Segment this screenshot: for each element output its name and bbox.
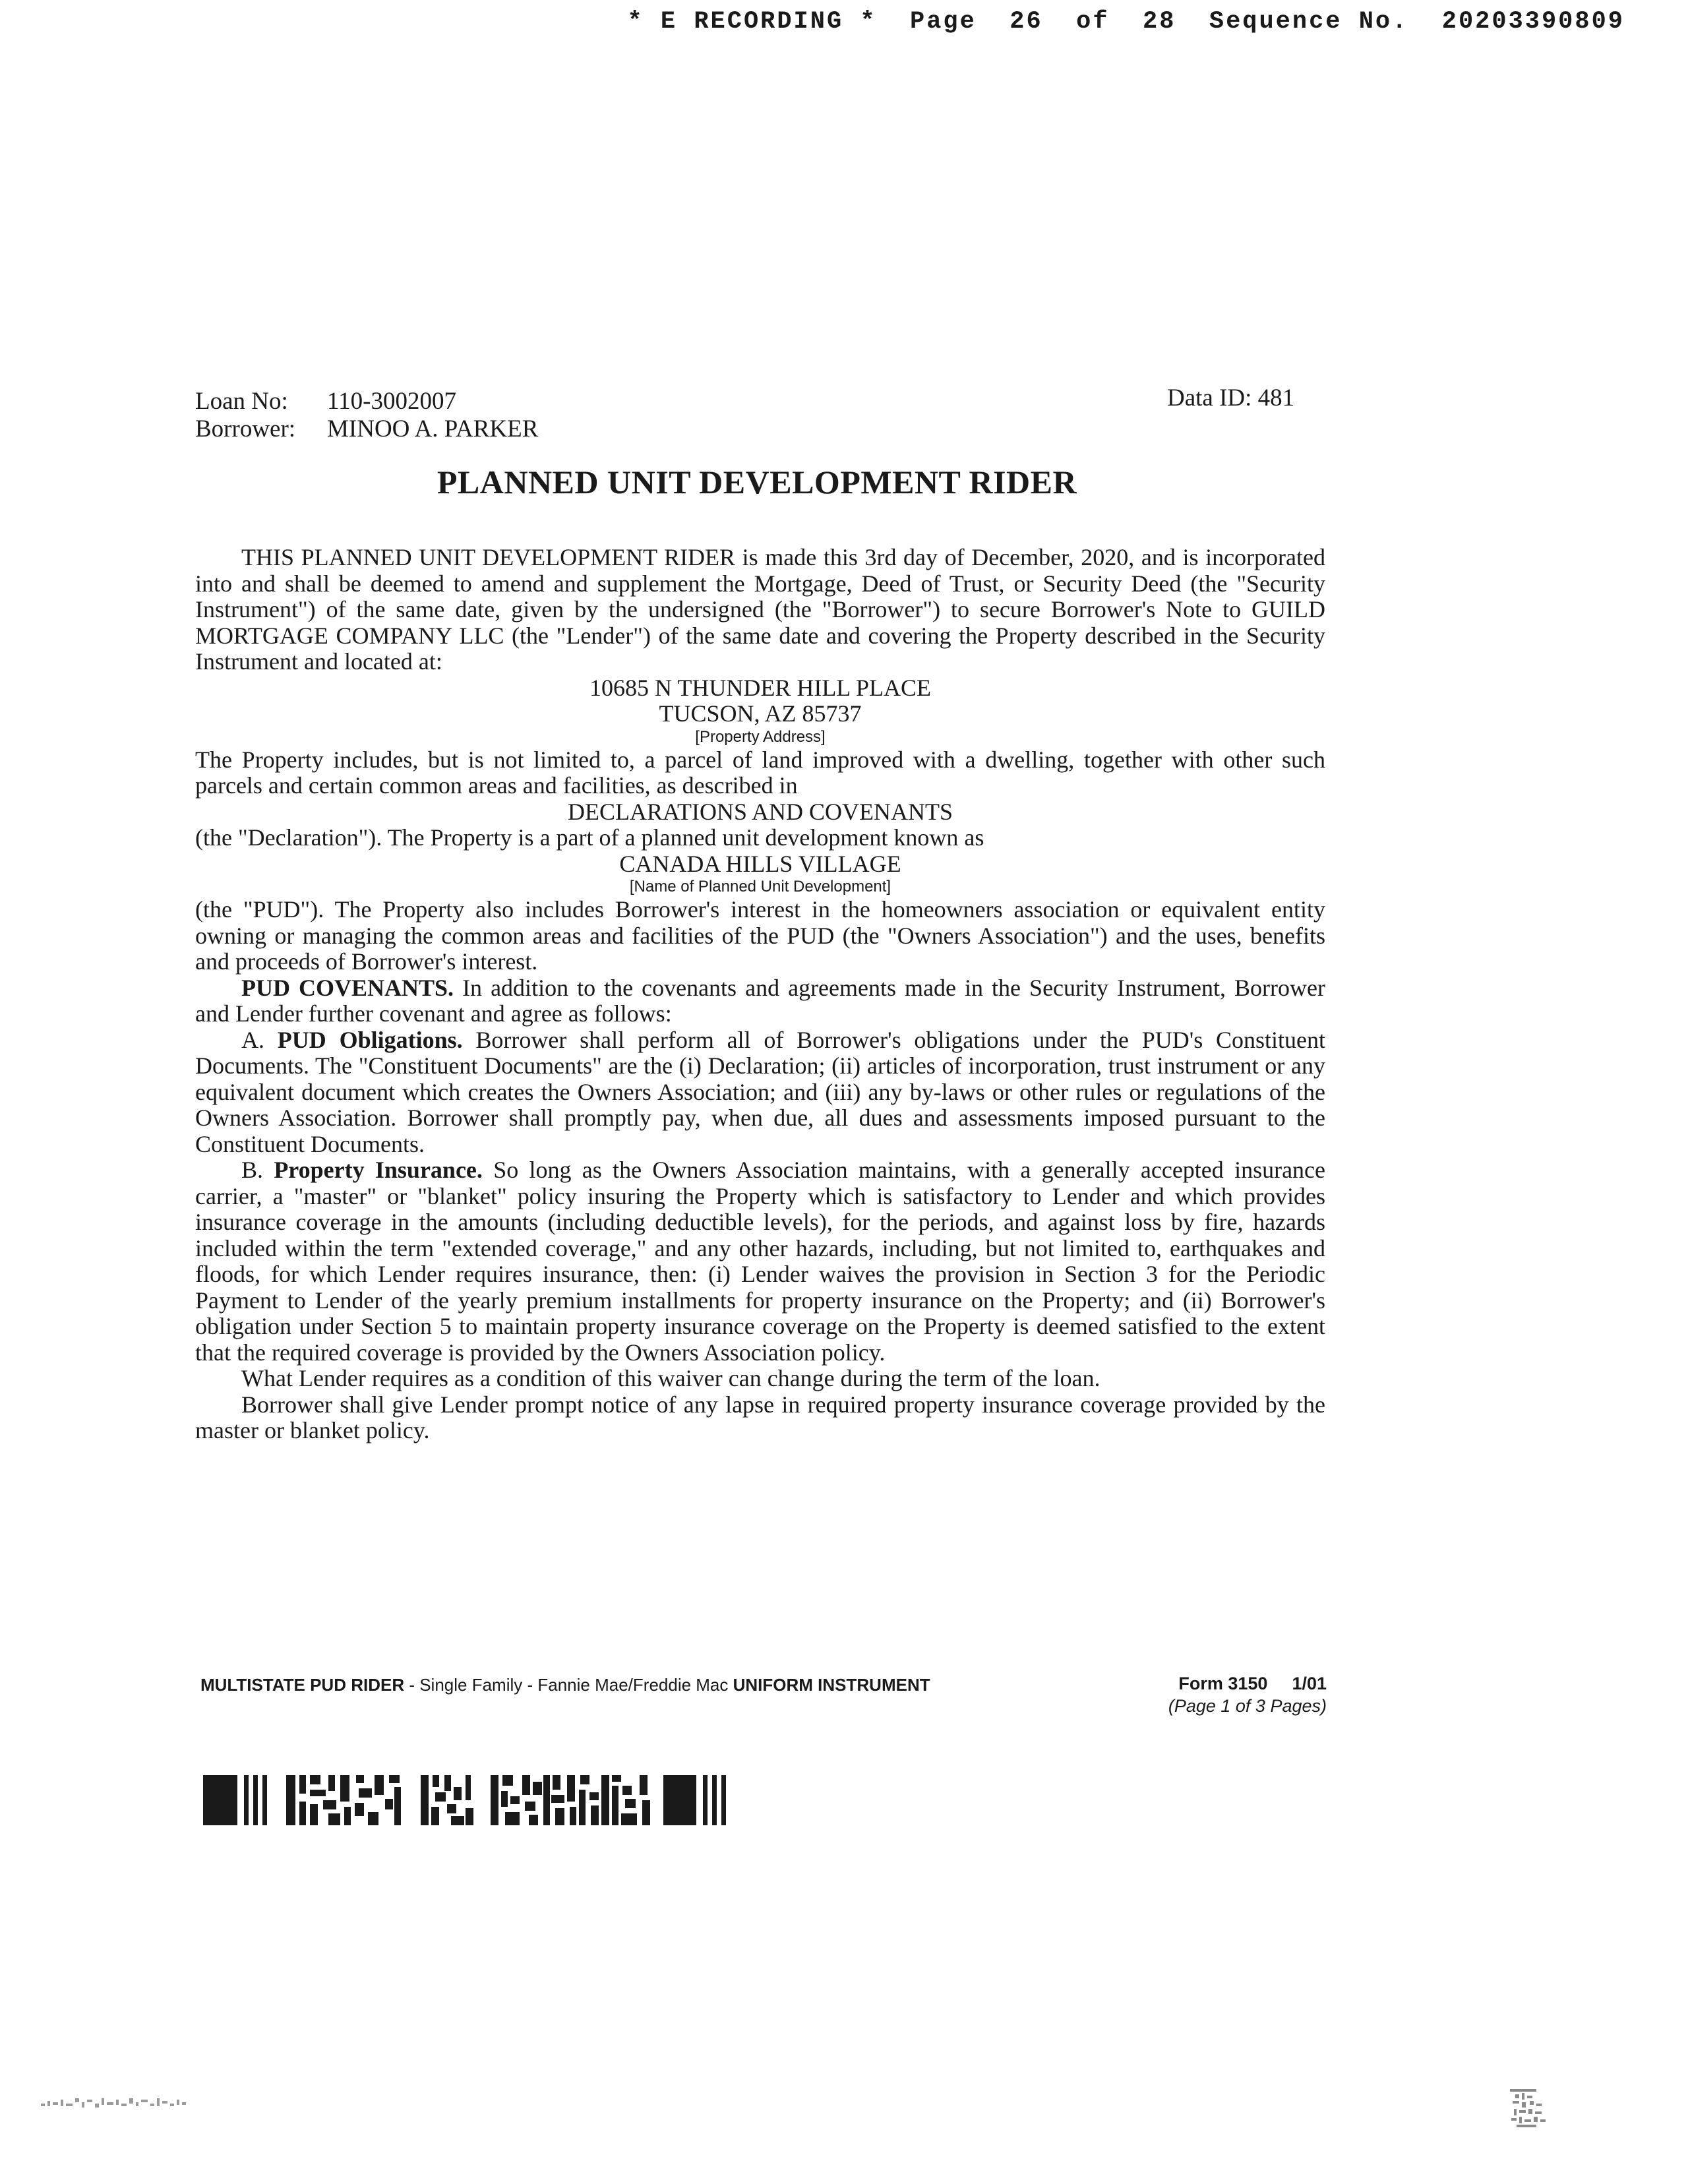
family-type: Single Family xyxy=(419,1675,523,1695)
of-label: of xyxy=(1076,8,1110,36)
barcode-icon xyxy=(203,1773,797,1828)
loan-info-block xyxy=(195,388,538,443)
notice-paragraph: Borrower shall give Lender prompt notice of any lapse in required property insurance coverage provided by the master or blanket policy. xyxy=(195,1391,1325,1443)
section-a-paragraph xyxy=(195,1027,1325,1158)
section-a-heading: PUD Obligations. xyxy=(277,1026,463,1053)
covenants-heading: PUD COVENANTS. xyxy=(241,974,454,1001)
property-address-line2: TUCSON, AZ 85737 xyxy=(659,700,862,727)
borrower-label: Borrower: xyxy=(195,415,296,442)
recording-header xyxy=(628,8,1625,36)
loan-number-row xyxy=(195,388,538,415)
section-b-heading: Property Insurance. xyxy=(274,1157,483,1183)
data-id-value: 481 xyxy=(1257,384,1295,411)
rider-name: MULTISTATE PUD RIDER xyxy=(200,1675,405,1695)
pud-paragraph: (the "PUD"). The Property also includes Borrower's interest in the homeowners association or equivalent entity owning or managing the common areas and facilities of the PUD (the "Owners Association") and the uses, benefits and proceeds of Borrower's interest. xyxy=(195,896,1325,975)
page-of-pages: (Page 1 of 3 Pages) xyxy=(1168,1696,1327,1716)
scan-noise-stamp-icon xyxy=(1510,2089,1547,2129)
sequence-label: Sequence No. xyxy=(1209,8,1409,36)
form-footer-info xyxy=(1168,1672,1327,1717)
data-id-label: Data ID: xyxy=(1167,384,1252,411)
data-id xyxy=(1167,384,1294,412)
agencies: Fannie Mae/Freddie Mac xyxy=(537,1675,729,1695)
sequence-number: 20203390809 xyxy=(1441,8,1625,36)
intro-paragraph: THIS PLANNED UNIT DEVELOPMENT RIDER is made this 3rd day of December, 2020, and is incorporated into and shall be deemed to amend and supplement the Mortgage, Deed of Trust, or Security Deed (the "Security Instrument") of the same date, given by the undersigned (the "Borrower") to secure Borrower's Note to GUILD MORTGAGE COMPANY LLC (the "Lender") of the same date and covering the Property described in the Security Instrument and located at: xyxy=(195,544,1325,675)
rider-body xyxy=(195,545,1325,1444)
section-b-paragraph xyxy=(195,1157,1325,1366)
form-date: 1/01 xyxy=(1292,1674,1327,1693)
loan-label: Loan No: xyxy=(195,388,288,415)
section-b-text: So long as the Owners Association maintains, with a generally accepted insurance carrier, a "master" or "blanket" policy insuring the Property which is satisfactory to Lender and which provides insurance coverage in the amounts (including deductible levels), for the periods, and against loss by fire, hazards included within the term "extended coverage," and any other hazards, including, but not limited to, earthquakes and floods, for which Lender requires insurance, then: (i) Lender waives the provision in Section 3 for the Periodic Payment to Lender of the yearly premium installments for property insurance on the Property; and (ii) Borrower's obligation under Section 5 to maintain property insurance coverage on the Property is deemed satisfied to the extent that the required coverage is provided by the Owners Association policy. xyxy=(195,1157,1326,1366)
section-a-text: Borrower shall perform all of Borrower's obligations under the PUD's Constituent Documents. The "Constituent Documents" are the (i) Declaration; (ii) articles of incorporation, trust instrument or any equivalent document which creates the Owners Association; and (iii) any by-laws or other rules or regulations of the Owners Association. Borrower shall promptly pay, when due, all dues and assessments imposed pursuant to the Constituent Documents. xyxy=(195,1026,1326,1157)
recording-prefix: * E RECORDING * xyxy=(627,8,877,36)
section-b-label: B. xyxy=(241,1157,264,1183)
form-number-row xyxy=(1168,1672,1327,1695)
section-a-label: A. xyxy=(241,1026,264,1053)
property-address-caption: [Property Address] xyxy=(695,727,826,746)
document-title: PLANNED UNIT DEVELOPMENT RIDER xyxy=(437,464,1077,501)
page-number: 26 xyxy=(1010,8,1043,36)
declaration-paragraph: (the "Declaration"). The Property is a part of a planned unit development known as xyxy=(195,824,984,851)
page-label: Page xyxy=(910,8,977,36)
covenants-paragraph xyxy=(195,975,1325,1027)
pud-name: CANADA HILLS VILLAGE xyxy=(619,850,901,877)
borrower-row xyxy=(195,415,538,443)
total-pages: 28 xyxy=(1143,8,1176,36)
scan-noise-stamp-icon xyxy=(41,2094,186,2111)
pud-name-caption: [Name of Planned Unit Development] xyxy=(629,878,891,895)
form-label: Form 3150 xyxy=(1178,1674,1268,1693)
borrower-name: MINOO A. PARKER xyxy=(327,415,539,442)
declaration-name: DECLARATIONS AND COVENANTS xyxy=(567,798,953,825)
waiver-paragraph: What Lender requires as a condition of this waiver can change during the term of the loan. xyxy=(241,1365,1100,1391)
loan-number: 110-3002007 xyxy=(327,388,456,415)
form-footer-title xyxy=(200,1675,930,1695)
uniform-instrument: UNIFORM INSTRUMENT xyxy=(728,1675,930,1695)
covenants-text: In addition to the covenants and agreements made in the Security Instrument, Borrower and Lender further covenant and agree as follows: xyxy=(195,974,1325,1027)
footer-dash-1: - xyxy=(404,1675,420,1695)
property-includes-paragraph: The Property includes, but is not limited to, a parcel of land improved with a dwelling, together with other such parcels and certain common areas and facilities, as described in xyxy=(195,746,1325,799)
property-address-line1: 10685 N THUNDER HILL PLACE xyxy=(589,674,931,701)
footer-dash-2: - xyxy=(522,1675,538,1695)
